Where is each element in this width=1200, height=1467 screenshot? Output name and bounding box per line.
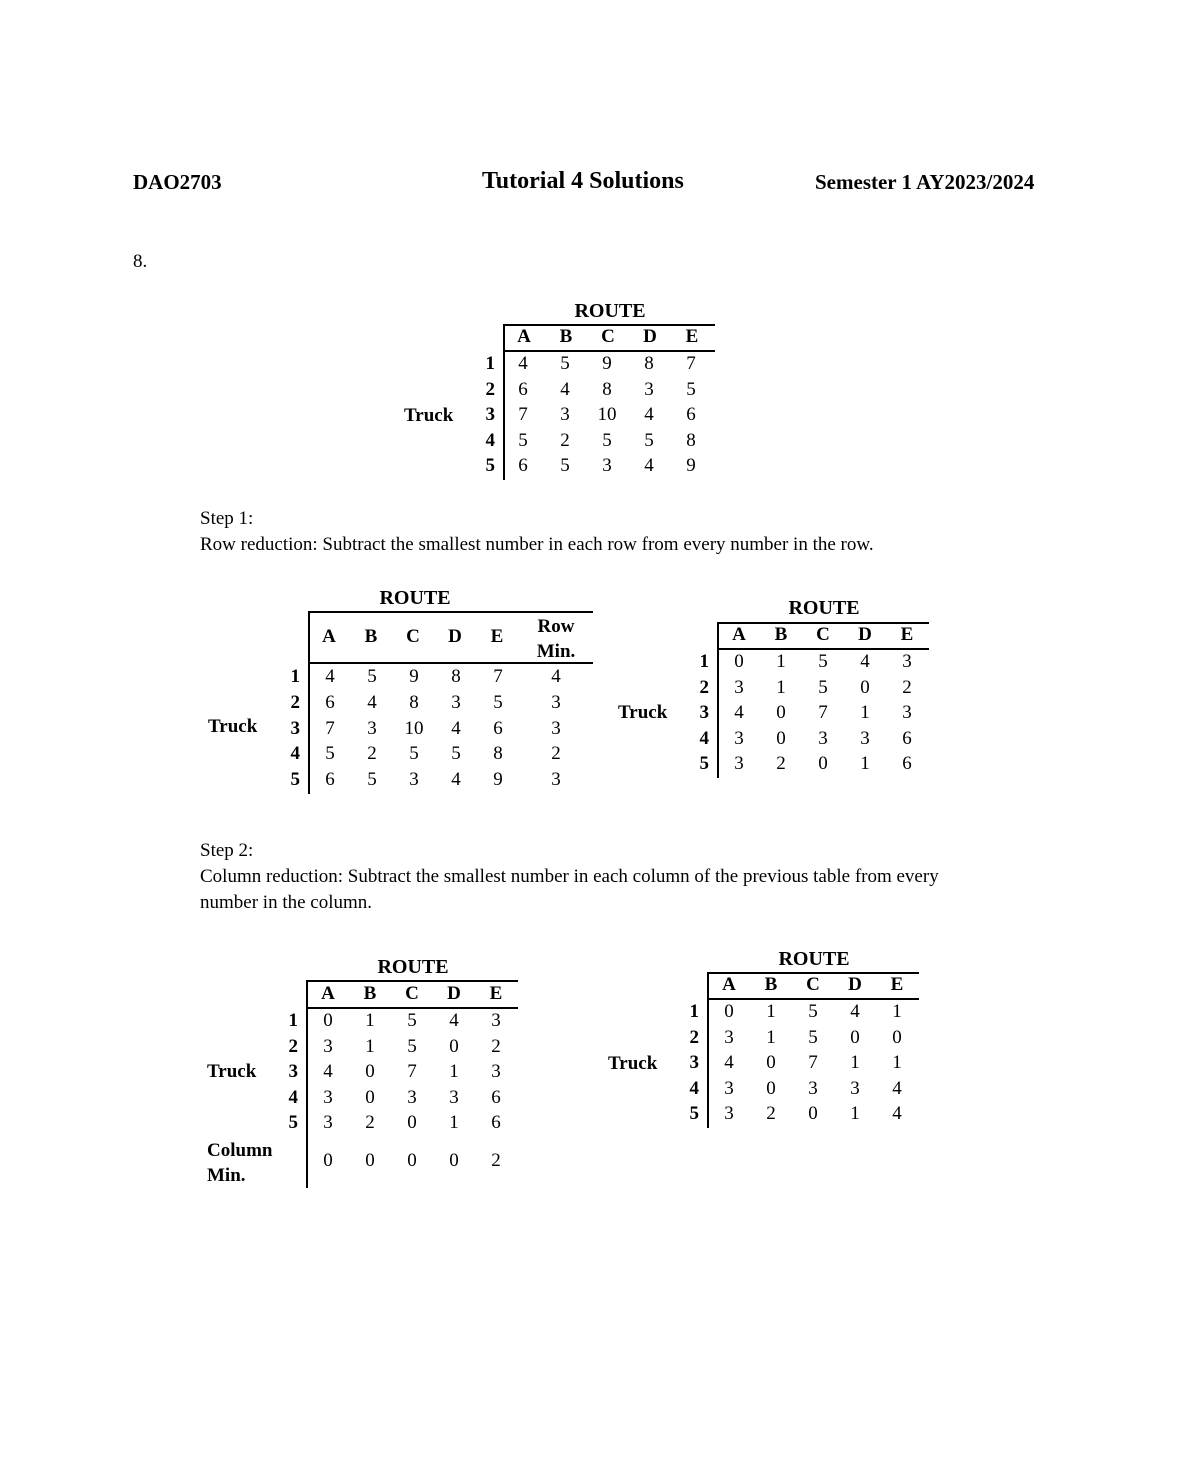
step1-label: Step 1: <box>200 508 254 529</box>
table-cell: 3 <box>407 1086 417 1108</box>
table-cell: 5 <box>808 1001 818 1022</box>
table-cell: 10 <box>597 404 617 425</box>
row-header: 4 <box>290 743 300 765</box>
column-header: D <box>448 626 462 647</box>
column-header-underline <box>709 998 919 1000</box>
table-cell: 1 <box>365 1010 375 1031</box>
row-header: 5 <box>485 455 495 476</box>
table-cell: 9 <box>602 353 612 374</box>
column-header: E <box>685 326 699 347</box>
table-cell: 2 <box>367 743 377 765</box>
column-header: C <box>601 326 615 347</box>
column-header: A <box>722 974 736 995</box>
table-cell: 9 <box>686 455 696 476</box>
column-header: B <box>363 983 377 1004</box>
column-header-underline <box>719 648 929 650</box>
column-header: E <box>890 974 904 995</box>
table-cell: 1 <box>860 702 870 723</box>
row-header: 3 <box>689 1052 699 1073</box>
table-cell: 7 <box>325 717 335 739</box>
row-header: 2 <box>699 676 709 698</box>
table-cell: 8 <box>409 691 419 713</box>
table-cell: 3 <box>734 727 744 749</box>
row-header: 3 <box>290 717 300 739</box>
table-cell: 0 <box>734 651 744 672</box>
table-cell: 5 <box>367 769 377 791</box>
table-cell: 1 <box>860 753 870 774</box>
column-header: B <box>559 326 573 347</box>
table-cell: 7 <box>818 702 828 723</box>
table-cell: 6 <box>491 1086 501 1108</box>
table-cell: 0 <box>850 1026 860 1048</box>
table-cell: 3 <box>451 691 461 713</box>
column-header-underline <box>308 1007 518 1009</box>
table-cell: 3 <box>734 676 744 698</box>
row-min-cell: 3 <box>551 769 561 791</box>
table-cell: 3 <box>902 702 912 723</box>
truck-label: Truck <box>618 702 668 723</box>
table-cell: 0 <box>892 1026 902 1048</box>
course-code: DAO2703 <box>133 170 222 194</box>
table-cell: 3 <box>491 1010 501 1031</box>
table-cell: 7 <box>686 353 696 374</box>
table-cell: 2 <box>491 1035 501 1057</box>
row-header-divider <box>707 972 709 1128</box>
table-cell: 3 <box>449 1086 459 1108</box>
table-cell: 4 <box>724 1052 734 1073</box>
table-cell: 7 <box>407 1061 417 1083</box>
table-cell: 0 <box>449 1035 459 1057</box>
table-cell: 9 <box>493 769 503 791</box>
table-cell: 4 <box>644 404 654 425</box>
table-cell: 8 <box>644 353 654 374</box>
table-cell: 5 <box>518 429 528 451</box>
table-cell: 4 <box>449 1010 459 1031</box>
table-cell: 3 <box>724 1077 734 1099</box>
table-cell: 3 <box>724 1103 734 1124</box>
step2-description: Column reduction: Subtract the smallest number in each column of the previous table from every number in the column. <box>200 866 939 913</box>
column-min-header: Column Min. <box>207 1140 273 1186</box>
page-title: Tutorial 4 Solutions <box>482 168 684 194</box>
column-min-cell: 2 <box>491 1150 501 1171</box>
route-underline <box>308 980 518 982</box>
step1-description: Row reduction: Subtract the smallest number in each row from every number in the row. <box>200 534 874 555</box>
row-header: 2 <box>485 378 495 400</box>
row-header: 2 <box>689 1026 699 1048</box>
column-min-cell: 0 <box>365 1150 375 1171</box>
table-cell: 3 <box>724 1026 734 1048</box>
table-cell: 8 <box>686 429 696 451</box>
row-header: 4 <box>689 1077 699 1099</box>
table-cell: 4 <box>850 1001 860 1022</box>
route-heading: ROUTE <box>377 956 449 978</box>
table-cell: 6 <box>902 753 912 774</box>
column-header: B <box>774 624 788 645</box>
table-cell: 5 <box>407 1010 417 1031</box>
table-cell: 8 <box>451 666 461 687</box>
row-header: 5 <box>689 1103 699 1124</box>
table-cell: 0 <box>776 727 786 749</box>
column-header: A <box>321 983 335 1004</box>
table-cell: 5 <box>818 676 828 698</box>
table-cell: 6 <box>518 455 528 476</box>
semester-label: Semester 1 AY2023/2024 <box>815 170 1035 194</box>
table-cell: 5 <box>818 651 828 672</box>
table-cell: 5 <box>686 378 696 400</box>
route-heading: ROUTE <box>788 597 860 619</box>
table-cell: 9 <box>409 666 419 687</box>
table-cell: 2 <box>766 1103 776 1124</box>
column-min-cell: 0 <box>407 1150 417 1171</box>
row-header: 1 <box>288 1010 298 1031</box>
table-cell: 7 <box>808 1052 818 1073</box>
row-header: 1 <box>290 666 300 687</box>
table-cell: 0 <box>818 753 828 774</box>
row-header: 4 <box>485 429 495 451</box>
column-header: C <box>816 624 830 645</box>
table-cell: 2 <box>560 429 570 451</box>
column-header: A <box>322 626 336 647</box>
table-cell: 1 <box>776 651 786 672</box>
column-header: C <box>405 983 419 1004</box>
row-header-divider <box>306 980 308 1188</box>
table-cell: 3 <box>808 1077 818 1099</box>
table-cell: 5 <box>325 743 335 765</box>
table-cell: 3 <box>323 1086 333 1108</box>
column-header: A <box>517 326 531 347</box>
table-cell: 3 <box>860 727 870 749</box>
column-header: E <box>490 626 504 647</box>
table-cell: 8 <box>602 378 612 400</box>
table-cell: 3 <box>491 1061 501 1083</box>
table-cell: 5 <box>407 1035 417 1057</box>
table-cell: 4 <box>323 1061 333 1083</box>
table-cell: 3 <box>409 769 419 791</box>
column-min-cell: 0 <box>323 1150 333 1171</box>
table-cell: 4 <box>560 378 570 400</box>
table-cell: 3 <box>367 717 377 739</box>
row-min-header: Row Min. <box>536 616 576 662</box>
table-cell: 6 <box>491 1112 501 1134</box>
route-heading: ROUTE <box>379 587 451 609</box>
table-cell: 4 <box>892 1077 902 1099</box>
row-header: 3 <box>485 404 495 425</box>
table-cell: 5 <box>602 429 612 451</box>
table-cell: 3 <box>323 1035 333 1057</box>
table-cell: 1 <box>365 1035 375 1057</box>
table-cell: 10 <box>404 717 424 739</box>
table-cell: 5 <box>367 666 377 687</box>
table-cell: 7 <box>518 404 528 425</box>
table-cell: 5 <box>560 455 570 476</box>
table-cell: 0 <box>860 676 870 698</box>
column-min-cell: 0 <box>449 1150 459 1171</box>
table-cell: 5 <box>808 1026 818 1048</box>
column-header: B <box>364 626 378 647</box>
table-cell: 0 <box>776 702 786 723</box>
table-cell: 2 <box>365 1112 375 1134</box>
route-heading: ROUTE <box>778 948 850 970</box>
row-header: 1 <box>699 651 709 672</box>
table-cell: 7 <box>493 666 503 687</box>
table-cell: 1 <box>449 1061 459 1083</box>
row-header-divider <box>717 622 719 778</box>
table-cell: 6 <box>902 727 912 749</box>
row-min-cell: 3 <box>551 691 561 713</box>
table-cell: 3 <box>323 1112 333 1134</box>
column-header: D <box>643 326 657 347</box>
table-cell: 6 <box>686 404 696 425</box>
column-header: A <box>732 624 746 645</box>
column-header: E <box>489 983 503 1004</box>
row-header: 1 <box>689 1001 699 1022</box>
row-header: 2 <box>290 691 300 713</box>
table-cell: 6 <box>325 769 335 791</box>
table-cell: 6 <box>518 378 528 400</box>
table-cell: 0 <box>766 1052 776 1073</box>
table-cell: 8 <box>493 743 503 765</box>
table-cell: 0 <box>365 1086 375 1108</box>
table-cell: 5 <box>560 353 570 374</box>
row-header: 5 <box>699 753 709 774</box>
table-cell: 3 <box>644 378 654 400</box>
row-header: 1 <box>485 353 495 374</box>
row-header: 3 <box>288 1061 298 1083</box>
truck-label: Truck <box>608 1053 658 1074</box>
table-cell: 4 <box>860 651 870 672</box>
table-cell: 1 <box>850 1103 860 1124</box>
row-header: 4 <box>699 727 709 749</box>
table-cell: 1 <box>766 1026 776 1048</box>
table-cell: 5 <box>451 743 461 765</box>
table-cell: 2 <box>902 676 912 698</box>
table-cell: 1 <box>766 1001 776 1022</box>
truck-label: Truck <box>207 1061 257 1082</box>
table-cell: 1 <box>892 1001 902 1022</box>
table-cell: 2 <box>776 753 786 774</box>
row-header: 5 <box>288 1112 298 1134</box>
column-header: D <box>447 983 461 1004</box>
table-cell: 1 <box>850 1052 860 1073</box>
table-cell: 4 <box>734 702 744 723</box>
column-header: D <box>848 974 862 995</box>
row-header: 3 <box>699 702 709 723</box>
table-cell: 4 <box>451 769 461 791</box>
row-header-divider <box>308 611 310 794</box>
route-heading: ROUTE <box>574 300 646 322</box>
table-cell: 3 <box>902 651 912 672</box>
table-cell: 3 <box>818 727 828 749</box>
table-cell: 4 <box>325 666 335 687</box>
row-header: 2 <box>288 1035 298 1057</box>
column-header-underline <box>505 350 715 352</box>
row-min-cell: 4 <box>551 666 561 687</box>
table-cell: 5 <box>493 691 503 713</box>
question-number: 8. <box>133 251 148 272</box>
table-cell: 3 <box>734 753 744 774</box>
table-cell: 5 <box>644 429 654 451</box>
row-header: 4 <box>288 1086 298 1108</box>
table-cell: 1 <box>892 1052 902 1073</box>
table-cell: 1 <box>776 676 786 698</box>
table-cell: 3 <box>602 455 612 476</box>
table-cell: 5 <box>409 743 419 765</box>
table-cell: 0 <box>766 1077 776 1099</box>
column-header: D <box>858 624 872 645</box>
table-cell: 6 <box>325 691 335 713</box>
route-underline <box>310 611 593 613</box>
table-cell: 1 <box>449 1112 459 1134</box>
table-cell: 3 <box>560 404 570 425</box>
table-cell: 4 <box>518 353 528 374</box>
table-cell: 4 <box>451 717 461 739</box>
table-cell: 6 <box>493 717 503 739</box>
table-cell: 4 <box>644 455 654 476</box>
table-cell: 4 <box>892 1103 902 1124</box>
table-cell: 4 <box>367 691 377 713</box>
column-header: B <box>764 974 778 995</box>
column-header: E <box>900 624 914 645</box>
table-cell: 0 <box>407 1112 417 1134</box>
table-cell: 0 <box>724 1001 734 1022</box>
table-cell: 0 <box>808 1103 818 1124</box>
column-header: C <box>406 626 420 647</box>
truck-label: Truck <box>208 716 258 737</box>
column-header: C <box>806 974 820 995</box>
row-min-cell: 3 <box>551 717 561 739</box>
row-min-cell: 2 <box>551 743 561 765</box>
step2-label: Step 2: <box>200 840 254 861</box>
truck-label: Truck <box>404 405 454 426</box>
table-cell: 3 <box>850 1077 860 1099</box>
table-cell: 0 <box>323 1010 333 1031</box>
row-header: 5 <box>290 769 300 791</box>
table-cell: 0 <box>365 1061 375 1083</box>
